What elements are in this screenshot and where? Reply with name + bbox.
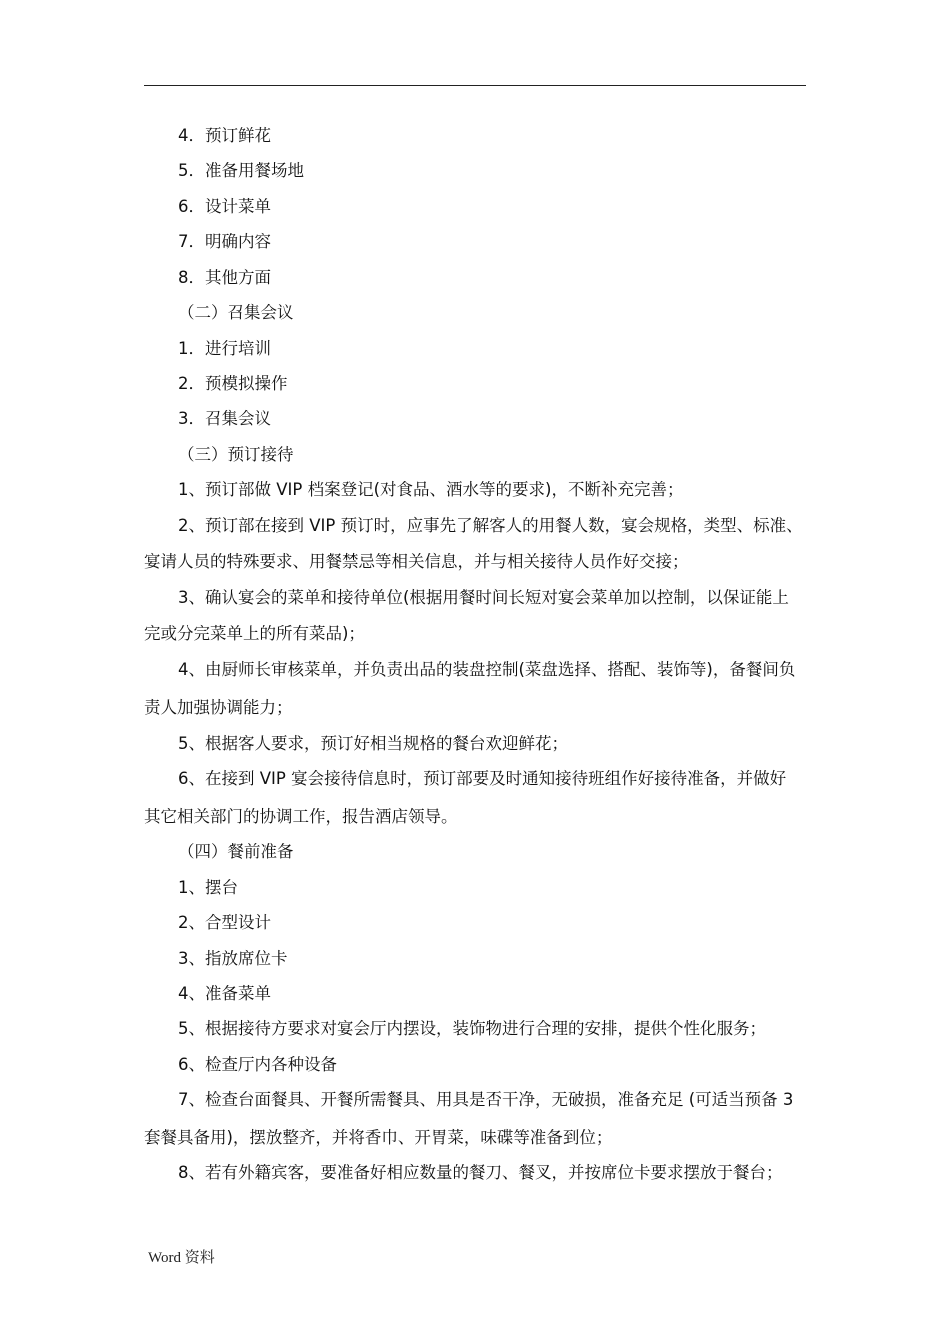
header-rule <box>144 85 806 86</box>
text-line: 6、检查厅内各种设备 <box>178 1055 337 1074</box>
text-line: 8、若有外籍宾客，要准备好相应数量的餐刀、餐叉，并按席位卡要求摆放于餐台； <box>178 1163 783 1182</box>
text-line: 2、合型设计 <box>178 913 271 932</box>
text-line: 5、根据客人要求，预订好相当规格的餐台欢迎鲜花； <box>178 734 568 753</box>
text-line: 7、检查台面餐具、开餐所需餐具、用具是否干净，无破损，准备充足 (可适当预备 3 <box>178 1090 794 1109</box>
text-line: 3、确认宴会的菜单和接待单位(根据用餐时间长短对宴会菜单加以控制，以保证能上 <box>178 588 789 607</box>
text-line: 1、摆台 <box>178 878 238 897</box>
text-line: 完或分完菜单上的所有菜品)； <box>144 624 365 643</box>
text-line: 4．预订鲜花 <box>178 126 271 145</box>
text-line: 7．明确内容 <box>178 232 271 251</box>
text-line: 4、准备菜单 <box>178 984 271 1003</box>
text-line: 宴请人员的特殊要求、用餐禁忌等相关信息，并与相关接待人员作好交接； <box>144 552 689 571</box>
text-line: 6、在接到 VIP 宴会接待信息时，预订部要及时通知接待班组作好接待准备，并做好 <box>178 769 787 788</box>
text-line: 套餐具备用)，摆放整齐，并将香巾、开胃菜，味碟等准备到位； <box>144 1128 613 1147</box>
text-line: （三）预订接待 <box>178 445 294 464</box>
text-line: 2、预订部在接到 VIP 预订时，应事先了解客人的用餐人数，宴会规格，类型、标准、 <box>178 516 803 535</box>
text-line: 5、根据接待方要求对宴会厅内摆设，装饰物进行合理的安排，提供个性化服务； <box>178 1019 766 1038</box>
text-line: （四）餐前准备 <box>178 842 294 861</box>
text-line: 1．进行培训 <box>178 339 271 358</box>
text-line: 3．召集会议 <box>178 409 271 428</box>
text-line: 4、由厨师长审核菜单，并负责出品的装盘控制(菜盘选择、搭配、装饰等)，备餐间负 <box>178 660 796 679</box>
text-line: （二）召集会议 <box>178 303 294 322</box>
text-line: 3、指放席位卡 <box>178 949 288 968</box>
text-line: 6．设计菜单 <box>178 197 271 216</box>
footer-label: Word 资料 <box>148 1250 215 1266</box>
text-line: 2．预模拟操作 <box>178 374 288 393</box>
text-line: 8．其他方面 <box>178 268 271 287</box>
text-line: 责人加强协调能力； <box>144 698 293 717</box>
text-line: 其它相关部门的协调工作，报告酒店领导。 <box>144 807 458 826</box>
text-line: 1、预订部做 VIP 档案登记(对食品、酒水等的要求)，不断补充完善； <box>178 480 684 499</box>
text-line: 5．准备用餐场地 <box>178 161 304 180</box>
